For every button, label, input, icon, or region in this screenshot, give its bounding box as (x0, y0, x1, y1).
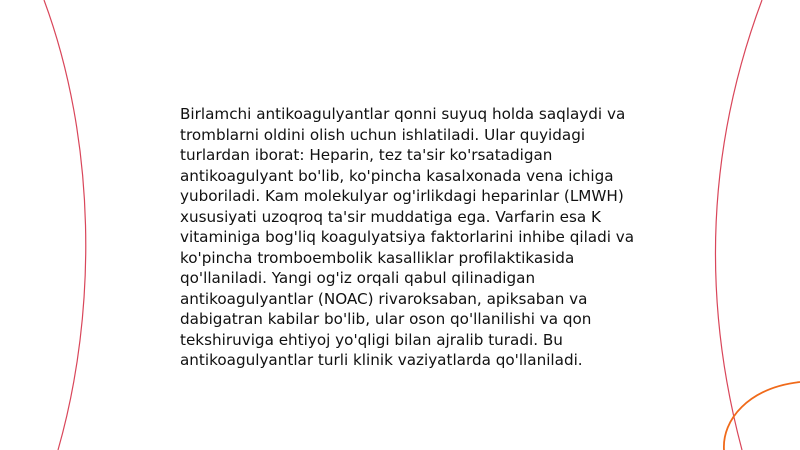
left-arc-decoration (44, 0, 86, 450)
orange-arc-decoration (724, 382, 800, 450)
body-paragraph: Birlamchi antikoagulyantlar qonni suyuq holda saqlaydi va tromblarni oldini olish uchun ishlatiladi. Ular quyidagi turlardan iborat: Heparin, tez ta'sir ko'rsatadigan antikoagulyant bo'lib, ko'pincha kasalxonada vena ichiga yuboriladi. Kam molekulyar og'irlikdagi heparinlar (LMWH) xususiyati uzoqroq ta'sir muddatiga ega. Varfarin esa K vitaminiga bog'liq koagulyatsiya faktorlarini inhibe qiladi va ko'pincha tromboembolik kasalliklar profilaktikasida qo'llaniladi. Yangi og'iz orqali qabul qilinadigan antikoagulyantlar (NOAC) rivaroksaban, apiksaban va dabigatran kabilar bo'lib, ular oson qo'llanilishi va qon tekshiruviga ehtiyoj yo'qligi bilan ajralib turadi. Bu antikoagulyantlar turli klinik vaziyatlarda qo'llaniladi. (180, 105, 635, 369)
right-arc-decoration (715, 0, 762, 450)
